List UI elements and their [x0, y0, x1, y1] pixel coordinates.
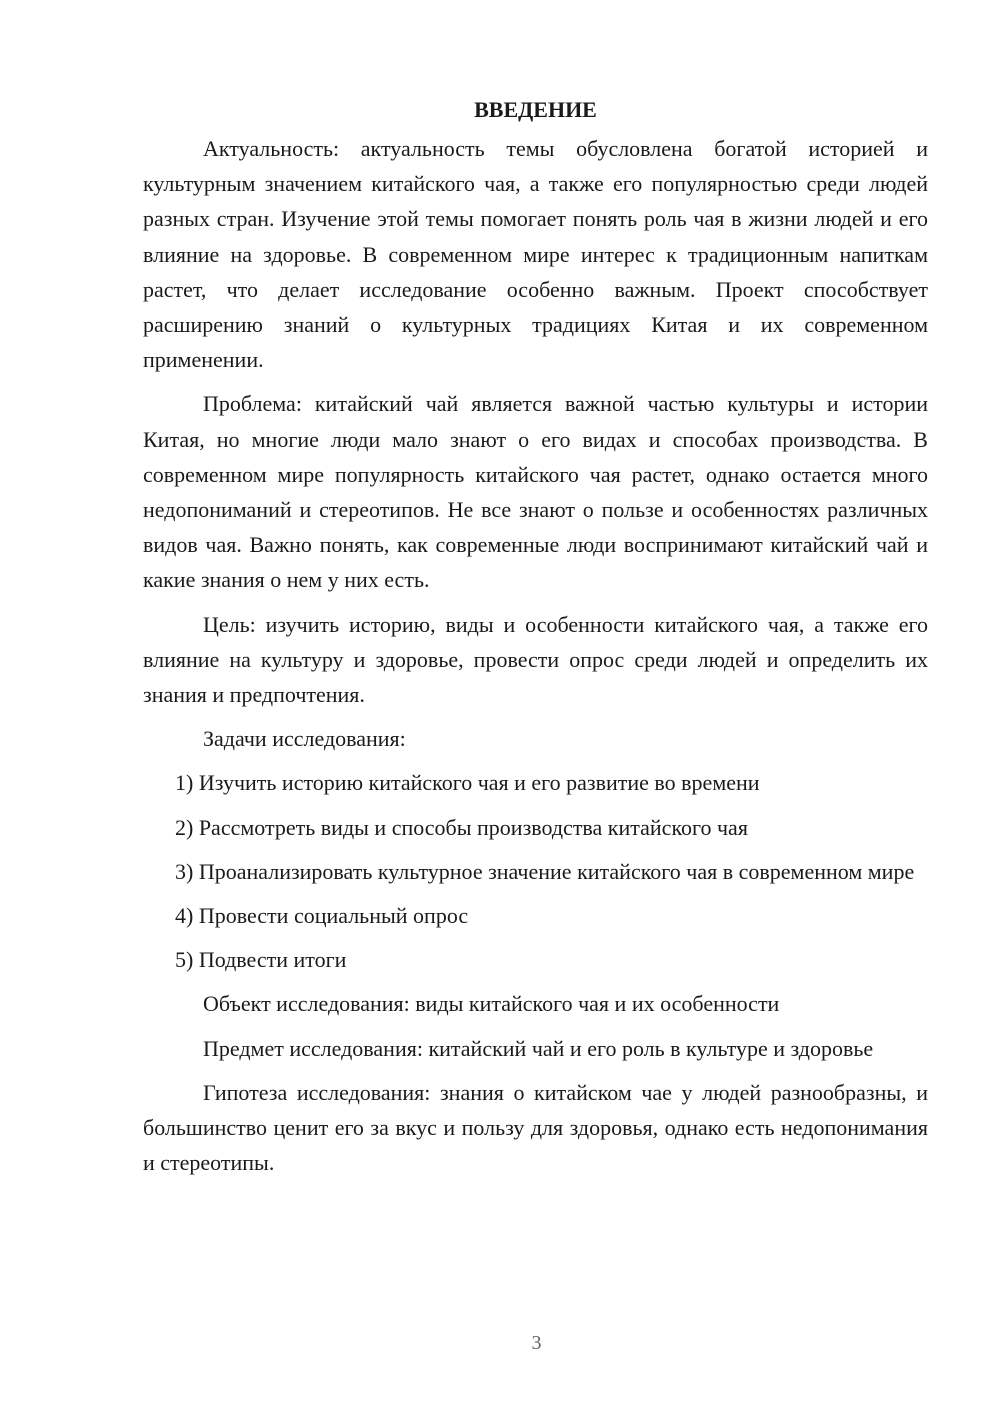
section-title: ВВЕДЕНИЕ	[474, 97, 597, 122]
task-item: 3) Проанализировать культурное значение китайского чая в современном мире	[175, 858, 915, 884]
paragraph-object: Объект исследования: виды китайского чая и их особенности	[203, 991, 780, 1017]
page-content	[143, 92, 928, 1189]
paragraph-tasks-heading: Задачи исследования:	[203, 726, 406, 752]
paragraph-problem: Проблема: китайский чай является важной частью культуры и истории Китая, но многие люди мало знают о его видах и способах производства. В современном мире популярность китайского чая растет, однако остается много недопониманий и стереотипов. Не все знают о пользе и особенностях различных видов чая. Важно понять, как современные люди воспринимают китайский чай и какие знания о нем у них есть.	[143, 391, 928, 593]
paragraph-goal: Цель: изучить историю, виды и особенности китайского чая, а также его влияние на культуру и здоровье, провести опрос среди людей и определить их знания и предпочтения.	[143, 611, 928, 708]
paragraph-subject: Предмет исследования: китайский чай и его роль в культуре и здоровье	[203, 1035, 874, 1061]
paragraph-hypothesis: Гипотеза исследования: знания о китайском чае у людей разнообразны, и большинство ценит его за вкус и пользу для здоровья, однако есть недопонимания и стереотипы.	[143, 1079, 928, 1176]
task-item: 2) Рассмотреть виды и способы производства китайского чая	[175, 814, 748, 840]
paragraph-relevance: Актуальность: актуальность темы обусловлена богатой историей и культурным значением китайского чая, а также его популярностью среди людей разных стран. Изучение этой темы помогает понять роль чая в жизни людей и его влияние на здоровье. В современном мире интерес к традиционным напиткам растет, что делает исследование особенно важным. Проект способствует расширению знаний о культурных традициях Китая и их современном применении.	[143, 136, 928, 373]
task-item: 4) Провести социальный опрос	[175, 903, 469, 929]
page-number: 3	[531, 1332, 542, 1354]
task-item: 5) Подвести итоги	[175, 947, 347, 973]
task-item: 1) Изучить историю китайского чая и его развитие во времени	[175, 770, 760, 796]
